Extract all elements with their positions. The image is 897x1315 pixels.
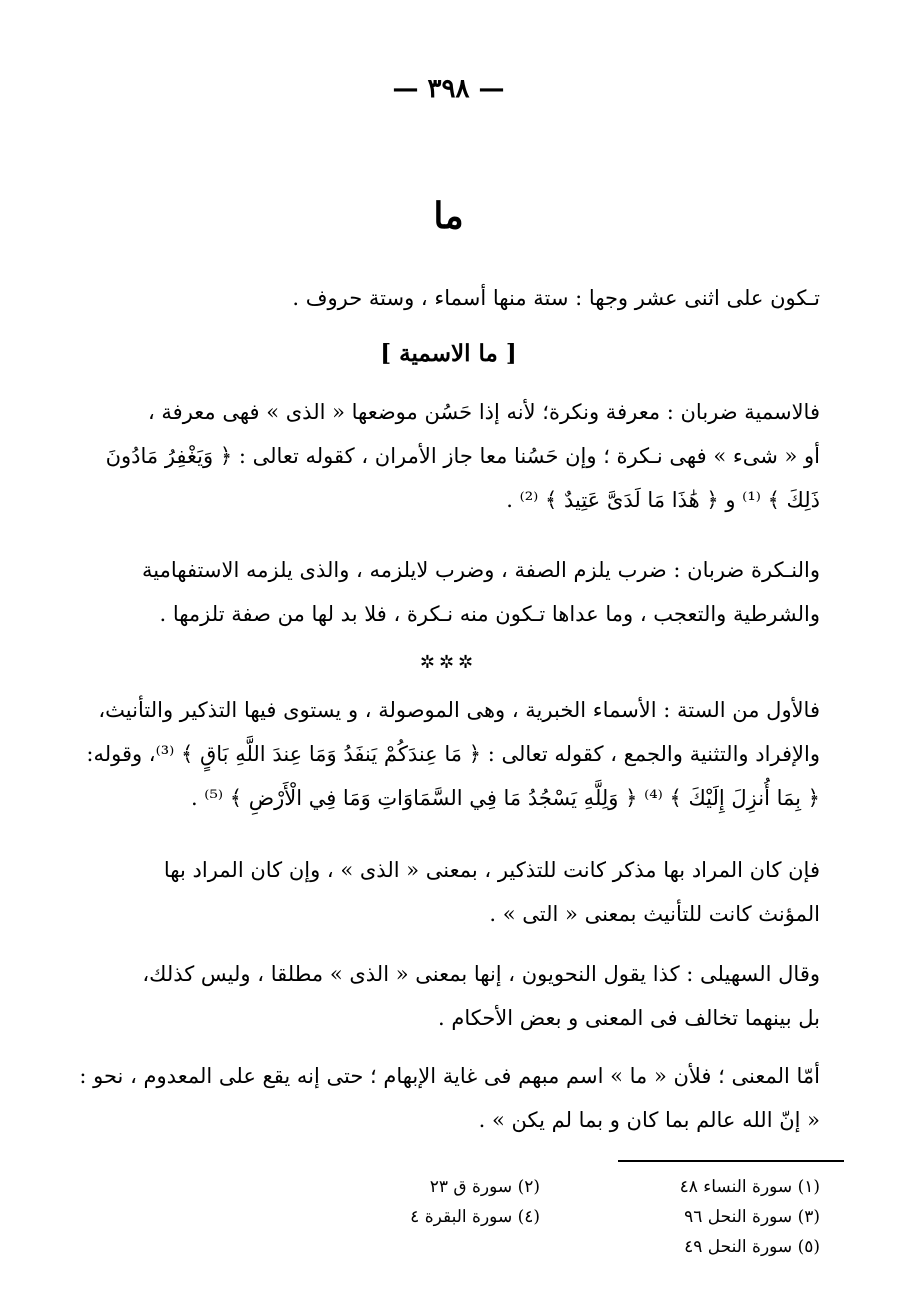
paragraph-5 — [100, 952, 820, 1040]
footnote-1: (١) سورة النساء ٤٨ — [679, 1177, 820, 1197]
intro-paragraph — [100, 276, 820, 320]
text-line: والشرطية والتعجب ، وما عداها تـكون منه نـكرة ، فلا بد لها من صفة تلزمها . — [159, 602, 820, 626]
paragraph-1 — [100, 390, 820, 522]
text-line: والنـكرة ضربان : ضرب يلزم الصفة ، وضرب لايلزمه ، والذى يلزمه الاستفهامية — [142, 558, 820, 582]
footnote-3: (٣) سورة النحل ٩٦ — [684, 1207, 820, 1227]
text-line: فالاسمية ضربان : معرفة ونكرة؛ لأنه إذا حَسُن موضعها « الذى » فهى معرفة ، — [147, 400, 820, 424]
text-line: « إنّ الله عالم بما كان و بما لم يكن » . — [478, 1108, 820, 1132]
footnote-row — [320, 1202, 820, 1232]
footnotes — [320, 1172, 820, 1262]
footnote-divider — [618, 1160, 844, 1162]
text-line: وقال السهيلى : كذا يقول النحويون ، إنها بمعنى « الذى » مطلقا ، وليس كذلك، — [142, 962, 820, 986]
footnote-row — [320, 1232, 820, 1262]
footnote-row — [320, 1172, 820, 1202]
section-heading: [ ما الاسمية ] — [380, 340, 517, 367]
paragraph-4 — [100, 848, 820, 936]
paragraph-6 — [79, 1054, 820, 1142]
text-line: فالأول من الستة : الأسماء الخبرية ، وهى الموصولة ، و يستوى فيها التذكير والتأنيث، — [98, 698, 820, 722]
text-line: فإن كان المراد بها مذكر كانت للتذكير ، بمعنى « الذى » ، وإن كان المراد بها — [163, 858, 820, 882]
paragraph-3 — [86, 688, 820, 820]
section-separator: ✲✲✲ — [419, 652, 478, 673]
text-line: ﴿ بِمَا أُنزِلَ إِلَيْكَ ﴾ ⁽⁴⁾ ﴿ وَلِلَّهِ يَسْجُدُ مَا فِي السَّمَاوَاتِ وَمَا فِي الْأَرْضِ ﴾ ⁽⁵⁾ . — [190, 786, 820, 810]
text-line: بل بينهما تخالف فى المعنى و بعض الأحكام . — [437, 1006, 820, 1030]
paragraph-2 — [100, 548, 820, 636]
page-title: ما — [433, 195, 464, 237]
text-line: أو « شىء » فهى نـكرة ؛ وإن حَسُنا معا جاز الأمران ، كقوله تعالى : ﴿ وَيَغْفِرُ مَادُونَ — [105, 444, 820, 468]
footnote-4: (٤) سورة البقرة ٤ — [410, 1207, 540, 1227]
text-line: ذَلِكَ ﴾ ⁽¹⁾ و ﴿ هَٰذَا مَا لَدَىَّ عَتِيدٌ ﴾ ⁽²⁾ . — [506, 488, 820, 512]
footnote-2: (٢) سورة ق ٢٣ — [429, 1177, 540, 1197]
text-line: تـكون على اثنى عشر وجها : ستة منها أسماء ، وستة حروف . — [292, 286, 820, 310]
text-line: أمّا المعنى ؛ فلأن « ما » اسم مبهم فى غاية الإبهام ؛ حتى إنه يقع على المعدوم ، نحو : — [79, 1064, 820, 1088]
page-number: — ٣٩٨ — — [392, 74, 505, 104]
footnote-5: (٥) سورة النحل ٤٩ — [684, 1237, 820, 1257]
text-line: المؤنث كانت للتأنيث بمعنى « التى » . — [489, 902, 820, 926]
text-line: والإفراد والتثنية والجمع ، كقوله تعالى : ﴿ مَا عِندَكُمْ يَنفَدُ وَمَا عِندَ اللَّهِ بَاقٍ ﴾ ⁽³⁾، وقوله: — [86, 742, 820, 766]
